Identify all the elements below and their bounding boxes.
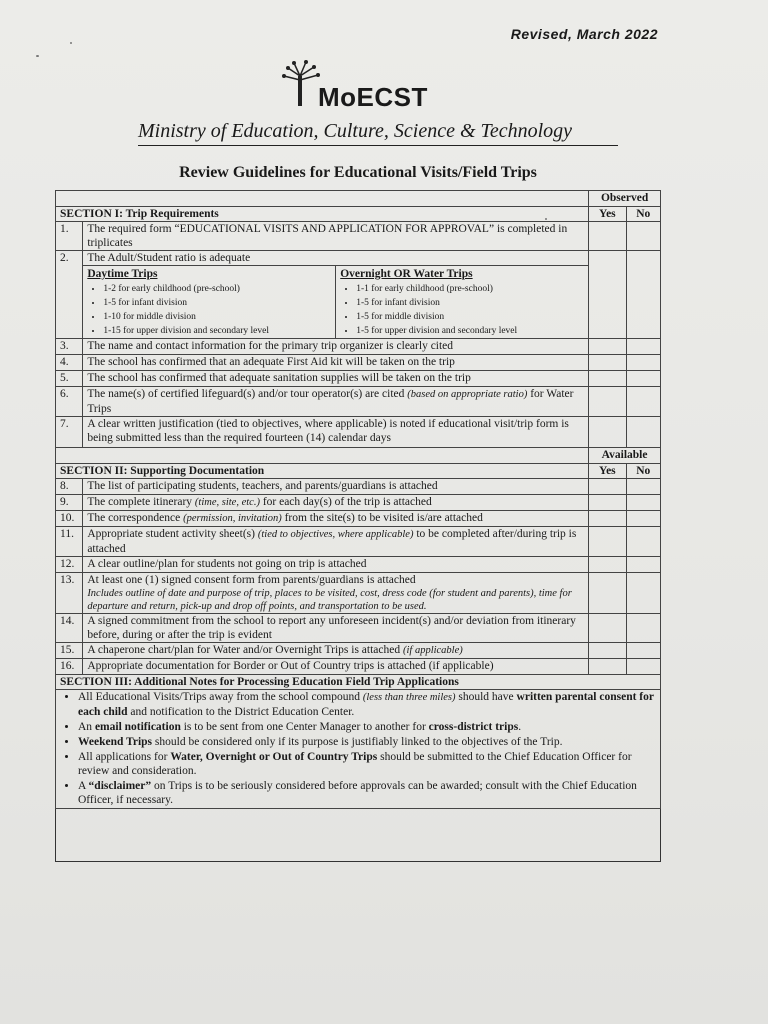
ministry-name: Ministry of Education, Culture, Science & Technology: [138, 120, 618, 146]
yes-checkbox-cell[interactable]: [589, 479, 626, 495]
yes-checkbox-cell[interactable]: [589, 573, 626, 614]
row-text: At least one (1) signed consent form from parents/guardians is attached Includes outline of date and purpose of trip, places to be visited, cost, dress code (for student and parents), time for departure and return, pick-up and drop off points, and transportation to be used.: [83, 573, 589, 614]
no-header: No: [626, 464, 660, 479]
overnight-list: [340, 282, 584, 338]
checklist-table: [55, 190, 661, 809]
yes-checkbox-cell[interactable]: [589, 222, 626, 251]
row-number: 4.: [56, 355, 83, 371]
row-text: The list of participating students, teachers, and parents/guardians is attached: [83, 479, 589, 495]
daytime-title: Daytime Trips: [87, 268, 158, 280]
available-header-row: [56, 448, 661, 464]
ratio-subtable: [83, 265, 588, 338]
notes-row: [56, 690, 661, 809]
daytime-list: [87, 282, 331, 338]
row-text: The required form “EDUCATIONAL VISITS AND APPLICATION FOR APPROVAL” is completed in triplicates: [83, 222, 589, 251]
row-number: 6.: [56, 387, 83, 417]
section-3-title: SECTION III: Additional Notes for Processing Education Field Trip Applications: [56, 675, 661, 690]
table-row: [56, 643, 661, 659]
row-number: 14.: [56, 614, 83, 643]
yes-checkbox-cell[interactable]: [589, 371, 626, 387]
yes-checkbox-cell[interactable]: [589, 387, 626, 417]
list-item: • 1-5 for infant division: [356, 296, 584, 310]
list-item: • An email notification is to be sent from one Center Manager to another for cross-district trips.: [78, 720, 656, 734]
yes-checkbox-cell[interactable]: [589, 527, 626, 557]
table-row: [56, 417, 661, 448]
table-row: [56, 222, 661, 251]
row-text: The school has confirmed that adequate sanitation supplies will be taken on the trip: [83, 371, 589, 387]
row-text: A signed commitment from the school to report any unforeseen incident(s) and/or deviation from itinerary before, during or after the trip is evident: [83, 614, 589, 643]
yes-checkbox-cell[interactable]: [589, 417, 626, 448]
table-row: [56, 495, 661, 511]
yes-checkbox-cell[interactable]: [589, 251, 626, 339]
table-row: [56, 614, 661, 643]
section-2-header: [56, 464, 661, 479]
no-checkbox-cell[interactable]: [626, 417, 660, 448]
available-label: Available: [589, 448, 661, 464]
logo-text: MoECST: [318, 82, 428, 112]
no-checkbox-cell[interactable]: [626, 371, 660, 387]
paper-speck: [70, 42, 72, 44]
list-item: • 1-10 for middle division: [103, 310, 331, 324]
row-number: 7.: [56, 417, 83, 448]
yes-checkbox-cell[interactable]: [589, 355, 626, 371]
table-row: [56, 387, 661, 417]
row-text: A clear outline/plan for students not going on trip is attached: [83, 557, 589, 573]
list-item: • 1-2 for early childhood (pre-school): [103, 282, 331, 296]
table-row: [56, 479, 661, 495]
yes-header: Yes: [589, 464, 626, 479]
no-checkbox-cell[interactable]: [626, 355, 660, 371]
daytime-trips: [83, 266, 335, 338]
list-item: • Weekend Trips should be considered only if its purpose is justifiably linked to the objectives of the Trip.: [78, 735, 656, 749]
no-checkbox-cell[interactable]: [626, 557, 660, 573]
row-text: Appropriate student activity sheet(s) (tied to objectives, where applicable) to be completed after/during trip is attached: [83, 527, 589, 557]
row-number: 9.: [56, 495, 83, 511]
list-item: • 1-5 for infant division: [103, 296, 331, 310]
row-text: The correspondence (permission, invitation) from the site(s) to be visited is/are attached: [83, 511, 589, 527]
paper-speck: [36, 55, 39, 57]
yes-header: Yes: [589, 207, 626, 222]
row-number: 1.: [56, 222, 83, 251]
table-row: [56, 557, 661, 573]
no-checkbox-cell[interactable]: [626, 511, 660, 527]
row-text: The Adult/Student ratio is adequate: [87, 252, 251, 264]
row-number: 8.: [56, 479, 83, 495]
row-number: 16.: [56, 659, 83, 675]
no-checkbox-cell[interactable]: [626, 479, 660, 495]
yes-checkbox-cell[interactable]: [589, 643, 626, 659]
table-row: [56, 659, 661, 675]
no-header: No: [626, 207, 660, 222]
row-number: 10.: [56, 511, 83, 527]
list-item: • 1-15 for upper division and secondary level: [103, 324, 331, 338]
row-text: Appropriate documentation for Border or Out of Country trips is attached (if applicable): [83, 659, 589, 675]
no-checkbox-cell[interactable]: [626, 643, 660, 659]
row-text: The school has confirmed that an adequate First Aid kit will be taken on the trip: [83, 355, 589, 371]
section-2-title: SECTION II: Supporting Documentation: [56, 464, 589, 479]
no-checkbox-cell[interactable]: [626, 251, 660, 339]
table-row: [56, 511, 661, 527]
page-title: Review Guidelines for Educational Visits/Field Trips: [179, 164, 537, 181]
row-number: 13.: [56, 573, 83, 614]
no-checkbox-cell[interactable]: [626, 659, 660, 675]
paper-speck: [545, 218, 547, 220]
revision-date: Revised, March 2022: [510, 26, 658, 42]
overnight-trips: [335, 266, 588, 338]
row-text: The name and contact information for the primary trip organizer is clearly cited: [83, 339, 589, 355]
row-number: 3.: [56, 339, 83, 355]
row-number: 15.: [56, 643, 83, 659]
yes-checkbox-cell[interactable]: [589, 339, 626, 355]
yes-checkbox-cell[interactable]: [589, 557, 626, 573]
row-number: 11.: [56, 527, 83, 557]
row-text: The complete itinerary (time, site, etc.) for each day(s) of the trip is attached: [83, 495, 589, 511]
no-checkbox-cell[interactable]: [626, 573, 660, 614]
yes-checkbox-cell[interactable]: [589, 495, 626, 511]
notes-cell: [56, 690, 661, 809]
table-row: [56, 527, 661, 557]
section-1-title: SECTION I: Trip Requirements: [56, 207, 589, 222]
list-item: • All applications for Water, Overnight or Out of Country Trips should be submitted to the Chief Education Officer for review and consideration.: [78, 750, 656, 778]
no-checkbox-cell[interactable]: [626, 339, 660, 355]
yes-checkbox-cell[interactable]: [589, 614, 626, 643]
no-checkbox-cell[interactable]: [626, 614, 660, 643]
notes-list: [60, 690, 656, 807]
yes-checkbox-cell[interactable]: [589, 511, 626, 527]
table-row: [56, 371, 661, 387]
table-row: [56, 339, 661, 355]
table-row: [56, 251, 661, 339]
table-row: [56, 573, 661, 614]
row-number: 12.: [56, 557, 83, 573]
ratio-cell: [83, 251, 589, 339]
no-checkbox-cell[interactable]: [626, 387, 660, 417]
list-item: • 1-5 for middle division: [356, 310, 584, 324]
no-checkbox-cell[interactable]: [626, 495, 660, 511]
table-row: [56, 355, 661, 371]
row-text: A clear written justification (tied to objectives, where applicable) is noted if educational visit/trip form is being submitted less than the required fourteen (14) calendar days: [83, 417, 589, 448]
observed-header-row: [56, 191, 661, 207]
list-item: • All Educational Visits/Trips away from the school compound (less than three miles) should have written parental consent for each child and notification to the District Education Center.: [78, 690, 656, 719]
row-number: 5.: [56, 371, 83, 387]
list-item: • A “disclaimer” on Trips is to be seriously considered before approvals can be awarded; consult with the Chief Education Officer, if necessary.: [78, 779, 656, 807]
yes-checkbox-cell[interactable]: [589, 659, 626, 675]
no-checkbox-cell[interactable]: [626, 222, 660, 251]
row-text: The name(s) of certified lifeguard(s) and/or tour operator(s) are cited (based on appropriate ratio) for Water Trips: [83, 387, 589, 417]
row-number: 2.: [56, 251, 83, 339]
observed-label: Observed: [589, 191, 661, 207]
list-item: • 1-5 for upper division and secondary level: [356, 324, 584, 338]
overnight-title: Overnight OR Water Trips: [340, 268, 473, 280]
list-item: • 1-1 for early childhood (pre-school): [356, 282, 584, 296]
section-1-header: [56, 207, 661, 222]
logo-mark-icon: [278, 58, 322, 110]
section-3-header: [56, 675, 661, 690]
row-text: A chaperone chart/plan for Water and/or Overnight Trips is attached (if applicable): [83, 643, 589, 659]
ministry-logo: [278, 58, 458, 114]
no-checkbox-cell[interactable]: [626, 527, 660, 557]
